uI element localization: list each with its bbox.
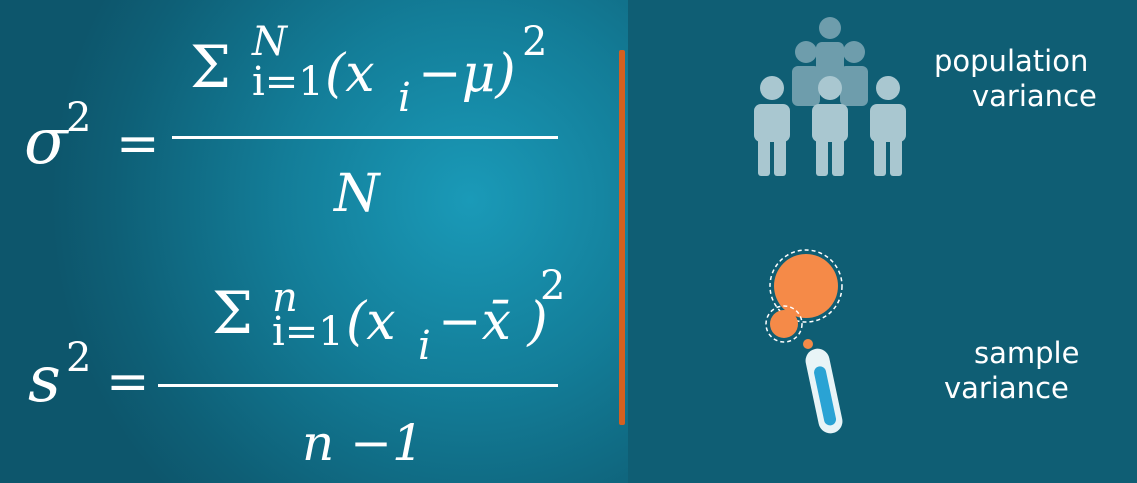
sample-term-index: i — [418, 323, 431, 369]
sample-lhs-s: s — [28, 343, 61, 417]
pop-term-rest: −μ) — [418, 44, 516, 104]
pop-lower-limit: i=1 — [252, 59, 324, 105]
population-label-line1: population — [934, 44, 1089, 78]
pop-fraction-bar — [172, 136, 558, 139]
population-label-line2: variance — [972, 78, 1097, 113]
sample-term-power: 2 — [540, 263, 566, 309]
sample-tube-icon — [756, 248, 856, 438]
pop-lhs-sigma: σ — [24, 105, 68, 179]
people-group-icon — [742, 12, 922, 182]
sample-upper-limit: n — [272, 275, 298, 321]
sample-term-open: (x — [346, 292, 396, 352]
divider-line — [619, 50, 625, 425]
pop-term-power: 2 — [522, 19, 548, 65]
sample-fraction-bar — [158, 384, 558, 387]
sample-lhs-exponent: 2 — [66, 335, 92, 381]
pop-equals: = — [116, 114, 160, 174]
sample-denominator: n −1 — [302, 414, 424, 472]
pop-sum-symbol: Σ — [190, 33, 232, 101]
sample-label-line1: sample — [974, 336, 1080, 370]
pop-denominator: N — [334, 164, 380, 224]
sample-variance-label — [944, 336, 1080, 406]
sample-sum-symbol: Σ — [212, 279, 254, 347]
pop-lhs-exponent: 2 — [66, 95, 92, 141]
population-variance-label — [934, 44, 1097, 114]
pop-upper-limit: N — [252, 19, 287, 65]
pop-term-index: i — [398, 75, 411, 121]
sample-lower-limit: i=1 — [272, 309, 344, 355]
pop-term-open: (x — [325, 44, 375, 104]
sample-equals: = — [106, 352, 150, 412]
sample-label-line2: variance — [944, 370, 1069, 405]
sample-term-rest: −x̄ ) — [438, 292, 548, 352]
